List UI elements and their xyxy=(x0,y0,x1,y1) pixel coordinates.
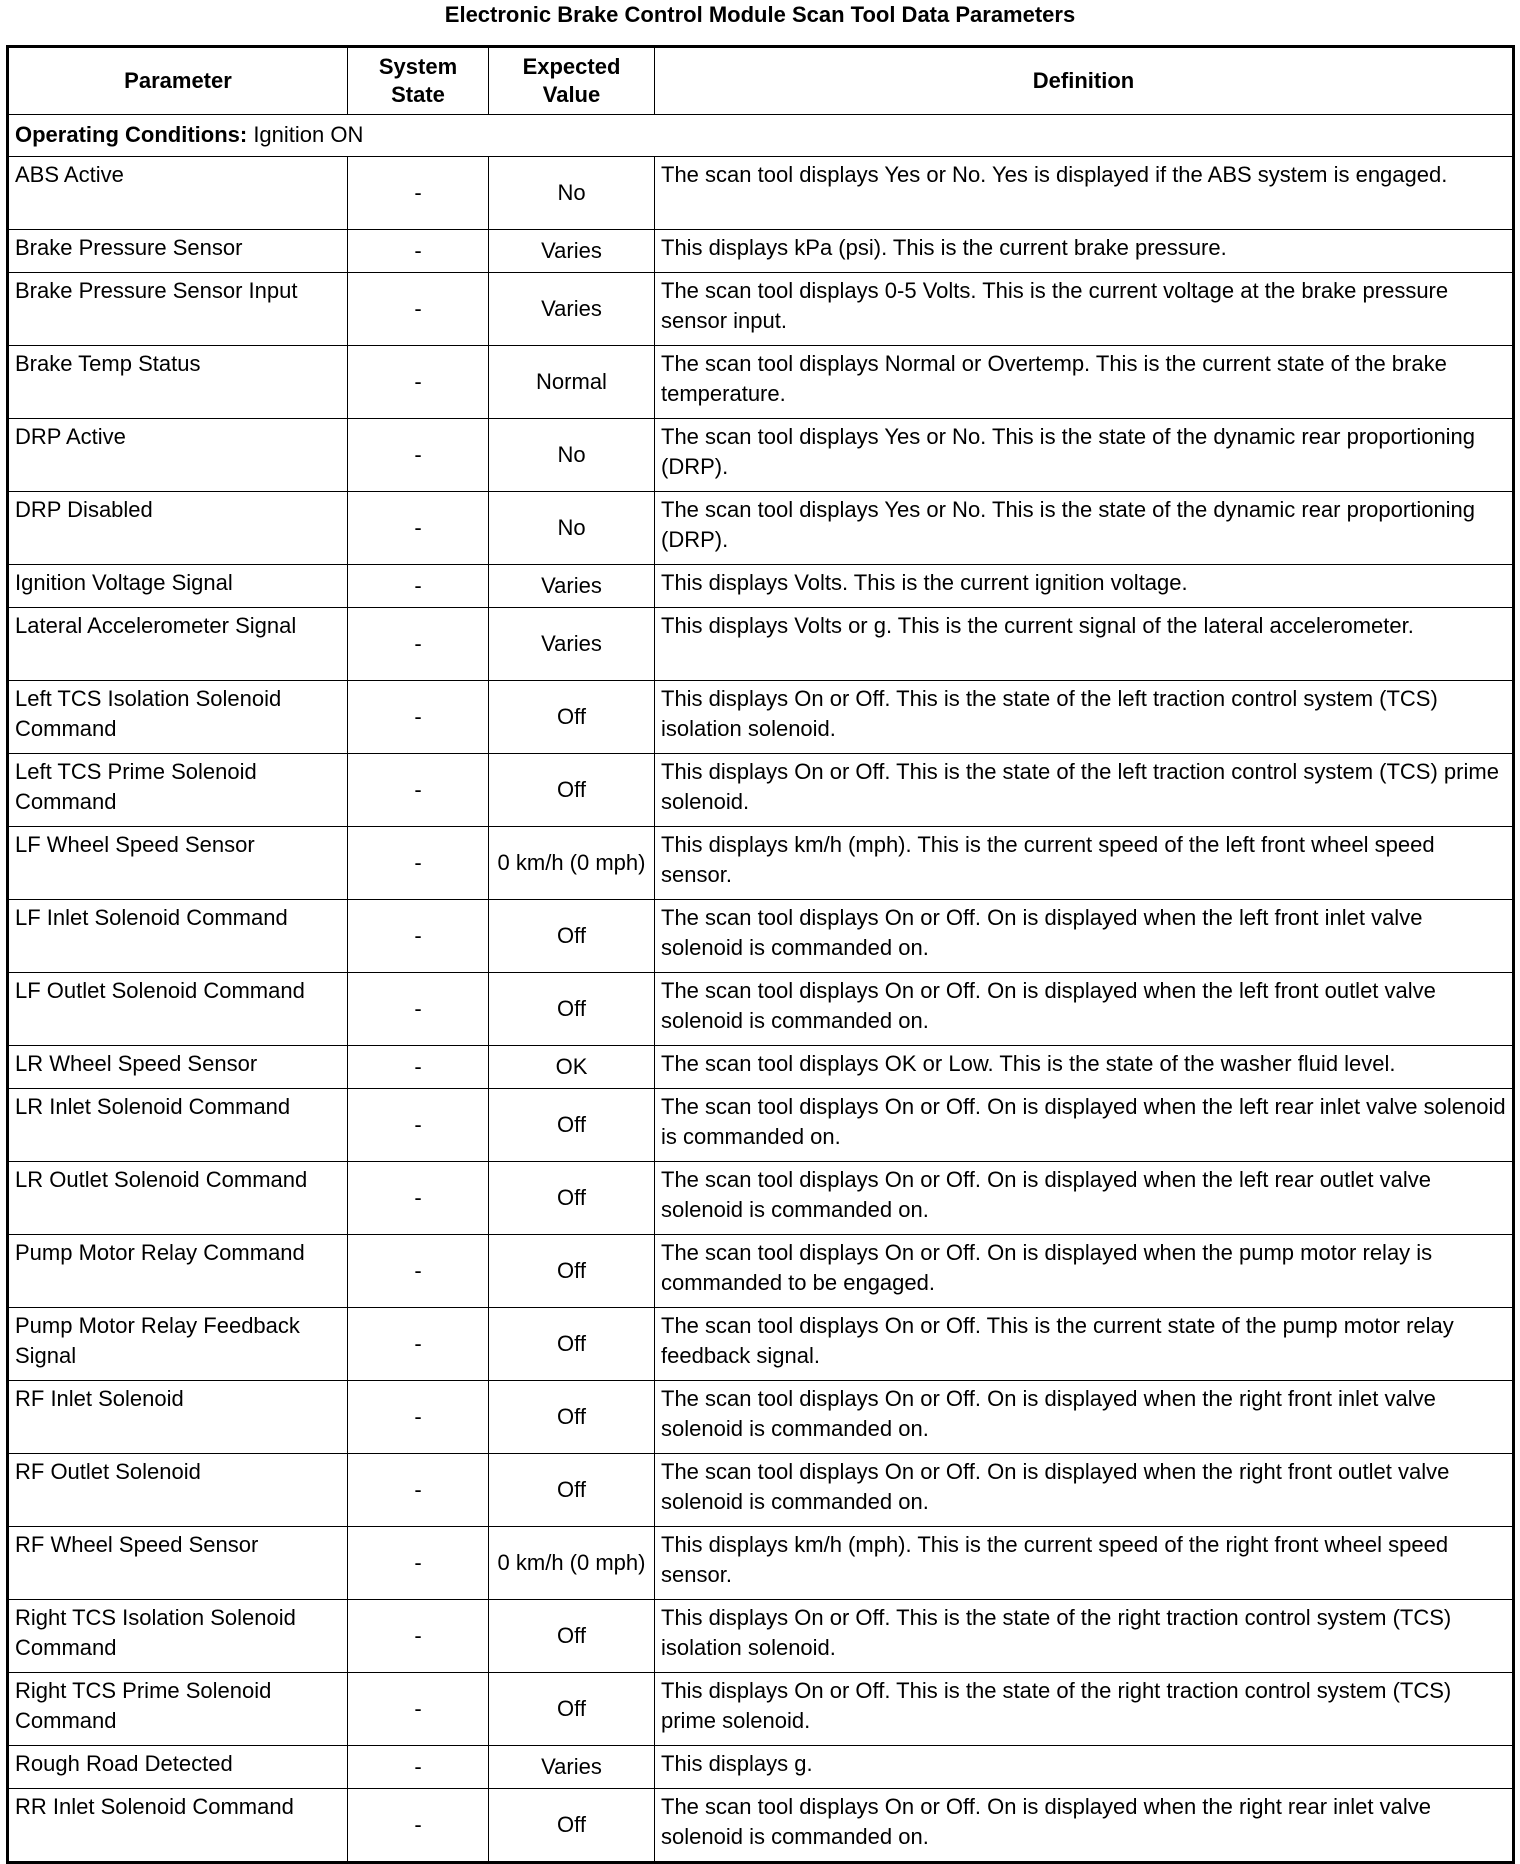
parameter-cell: Left TCS Isolation Solenoid Command xyxy=(8,681,348,754)
definition-cell: This displays On or Off. This is the state of the right traction control system (TCS) isolation solenoid. xyxy=(655,1600,1514,1673)
system-state-cell: - xyxy=(348,565,489,608)
definition-cell: This displays km/h (mph). This is the current speed of the right front wheel speed sensor. xyxy=(655,1527,1514,1600)
definition-cell: This displays Volts or g. This is the current signal of the lateral accelerometer. xyxy=(655,608,1514,681)
operating-conditions-label: Operating Conditions: xyxy=(15,122,248,147)
table-row xyxy=(8,1746,1514,1789)
table-row xyxy=(8,1162,1514,1235)
table-row xyxy=(8,1235,1514,1308)
table-row xyxy=(8,827,1514,900)
operating-conditions xyxy=(8,115,1514,157)
system-state-cell: - xyxy=(348,1308,489,1381)
parameter-cell: LF Outlet Solenoid Command xyxy=(8,973,348,1046)
table-row xyxy=(8,1308,1514,1381)
system-state-cell: - xyxy=(348,973,489,1046)
operating-conditions-row xyxy=(8,115,1514,157)
parameter-cell: DRP Active xyxy=(8,419,348,492)
system-state-cell: - xyxy=(348,1046,489,1089)
parameter-cell: Lateral Accelerometer Signal xyxy=(8,608,348,681)
header-definition: Definition xyxy=(655,47,1514,115)
parameter-cell: LR Inlet Solenoid Command xyxy=(8,1089,348,1162)
scan-tool-data-table xyxy=(6,45,1515,1864)
expected-value-cell: Off xyxy=(489,1308,655,1381)
parameter-cell: Pump Motor Relay Command xyxy=(8,1235,348,1308)
expected-value-cell: 0 km/h (0 mph) xyxy=(489,827,655,900)
system-state-cell: - xyxy=(348,1162,489,1235)
parameter-cell: RF Outlet Solenoid xyxy=(8,1454,348,1527)
table-row xyxy=(8,492,1514,565)
definition-cell: The scan tool displays On or Off. This is the current state of the pump motor relay feedback signal. xyxy=(655,1308,1514,1381)
definition-cell: The scan tool displays On or Off. On is displayed when the right front outlet valve solenoid is commanded on. xyxy=(655,1454,1514,1527)
table-row xyxy=(8,1527,1514,1600)
table-row xyxy=(8,1046,1514,1089)
system-state-cell: - xyxy=(348,1381,489,1454)
table-row xyxy=(8,973,1514,1046)
parameter-cell: RF Inlet Solenoid xyxy=(8,1381,348,1454)
table-row xyxy=(8,230,1514,273)
expected-value-cell: Off xyxy=(489,681,655,754)
parameter-cell: ABS Active xyxy=(8,157,348,230)
table-row xyxy=(8,1454,1514,1527)
expected-value-cell: Varies xyxy=(489,608,655,681)
parameter-cell: Brake Pressure Sensor xyxy=(8,230,348,273)
table-row xyxy=(8,346,1514,419)
system-state-cell: - xyxy=(348,1673,489,1746)
expected-value-cell: OK xyxy=(489,1046,655,1089)
table-row xyxy=(8,565,1514,608)
system-state-cell: - xyxy=(348,273,489,346)
expected-value-cell: Varies xyxy=(489,1746,655,1789)
system-state-cell: - xyxy=(348,230,489,273)
table-row xyxy=(8,900,1514,973)
expected-value-cell: No xyxy=(489,492,655,565)
expected-value-cell: Off xyxy=(489,900,655,973)
definition-cell: The scan tool displays On or Off. On is displayed when the pump motor relay is commanded to be engaged. xyxy=(655,1235,1514,1308)
parameter-cell: LF Wheel Speed Sensor xyxy=(8,827,348,900)
expected-value-cell: Off xyxy=(489,1600,655,1673)
system-state-cell: - xyxy=(348,608,489,681)
parameter-cell: Brake Temp Status xyxy=(8,346,348,419)
system-state-cell: - xyxy=(348,1600,489,1673)
expected-value-cell: 0 km/h (0 mph) xyxy=(489,1527,655,1600)
parameter-cell: RF Wheel Speed Sensor xyxy=(8,1527,348,1600)
system-state-cell: - xyxy=(348,419,489,492)
system-state-cell: - xyxy=(348,492,489,565)
header-parameter: Parameter xyxy=(8,47,348,115)
table-row xyxy=(8,1789,1514,1863)
table-row xyxy=(8,273,1514,346)
header-expected-value: Expected Value xyxy=(489,47,655,115)
system-state-cell: - xyxy=(348,1089,489,1162)
table-row xyxy=(8,419,1514,492)
expected-value-cell: Off xyxy=(489,1089,655,1162)
definition-cell: This displays Volts. This is the current ignition voltage. xyxy=(655,565,1514,608)
system-state-cell: - xyxy=(348,681,489,754)
definition-cell: This displays km/h (mph). This is the current speed of the left front wheel speed sensor. xyxy=(655,827,1514,900)
system-state-cell: - xyxy=(348,754,489,827)
table-row xyxy=(8,608,1514,681)
expected-value-cell: No xyxy=(489,419,655,492)
system-state-cell: - xyxy=(348,346,489,419)
page-title: Electronic Brake Control Module Scan Tool Data Parameters xyxy=(444,2,1076,27)
definition-cell: The scan tool displays On or Off. On is displayed when the left rear inlet valve solenoid is commanded on. xyxy=(655,1089,1514,1162)
table-row xyxy=(8,1673,1514,1746)
expected-value-cell: Varies xyxy=(489,230,655,273)
definition-cell: The scan tool displays Yes or No. This is the state of the dynamic rear proportioning (DRP). xyxy=(655,419,1514,492)
definition-cell: This displays On or Off. This is the state of the right traction control system (TCS) prime solenoid. xyxy=(655,1673,1514,1746)
table-row xyxy=(8,1089,1514,1162)
expected-value-cell: Off xyxy=(489,973,655,1046)
expected-value-cell: Normal xyxy=(489,346,655,419)
definition-cell: The scan tool displays On or Off. On is displayed when the right front inlet valve solenoid is commanded on. xyxy=(655,1381,1514,1454)
system-state-cell: - xyxy=(348,1235,489,1308)
definition-cell: This displays On or Off. This is the state of the left traction control system (TCS) prime solenoid. xyxy=(655,754,1514,827)
definition-cell: The scan tool displays Yes or No. Yes is displayed if the ABS system is engaged. xyxy=(655,157,1514,230)
parameter-cell: LR Outlet Solenoid Command xyxy=(8,1162,348,1235)
expected-value-cell: Off xyxy=(489,1454,655,1527)
parameter-cell: Pump Motor Relay Feedback Signal xyxy=(8,1308,348,1381)
expected-value-cell: Off xyxy=(489,1162,655,1235)
parameter-cell: LR Wheel Speed Sensor xyxy=(8,1046,348,1089)
parameter-cell: Ignition Voltage Signal xyxy=(8,565,348,608)
definition-cell: The scan tool displays 0-5 Volts. This is the current voltage at the brake pressure sensor input. xyxy=(655,273,1514,346)
parameter-cell: LF Inlet Solenoid Command xyxy=(8,900,348,973)
expected-value-cell: Off xyxy=(489,1235,655,1308)
parameter-cell: Right TCS Isolation Solenoid Command xyxy=(8,1600,348,1673)
system-state-cell: - xyxy=(348,900,489,973)
parameter-cell: DRP Disabled xyxy=(8,492,348,565)
expected-value-cell: Varies xyxy=(489,273,655,346)
header-row xyxy=(8,47,1514,115)
expected-value-cell: No xyxy=(489,157,655,230)
parameter-cell: Right TCS Prime Solenoid Command xyxy=(8,1673,348,1746)
system-state-cell: - xyxy=(348,1454,489,1527)
expected-value-cell: Off xyxy=(489,1789,655,1863)
system-state-cell: - xyxy=(348,827,489,900)
definition-cell: The scan tool displays Yes or No. This is the state of the dynamic rear proportioning (DRP). xyxy=(655,492,1514,565)
expected-value-cell: Varies xyxy=(489,565,655,608)
parameter-cell: Brake Pressure Sensor Input xyxy=(8,273,348,346)
definition-cell: This displays kPa (psi). This is the current brake pressure. xyxy=(655,230,1514,273)
definition-cell: The scan tool displays On or Off. On is displayed when the left front inlet valve solenoid is commanded on. xyxy=(655,900,1514,973)
definition-cell: The scan tool displays OK or Low. This is the state of the washer fluid level. xyxy=(655,1046,1514,1089)
expected-value-cell: Off xyxy=(489,1381,655,1454)
header-system-state: System State xyxy=(348,47,489,115)
table-row xyxy=(8,681,1514,754)
table-row xyxy=(8,1600,1514,1673)
table-row xyxy=(8,157,1514,230)
parameter-cell: RR Inlet Solenoid Command xyxy=(8,1789,348,1863)
system-state-cell: - xyxy=(348,1746,489,1789)
operating-conditions-value: Ignition ON xyxy=(247,122,364,147)
expected-value-cell: Off xyxy=(489,1673,655,1746)
definition-cell: This displays On or Off. This is the state of the left traction control system (TCS) isolation solenoid. xyxy=(655,681,1514,754)
system-state-cell: - xyxy=(348,1789,489,1863)
system-state-cell: - xyxy=(348,157,489,230)
expected-value-cell: Off xyxy=(489,754,655,827)
definition-cell: The scan tool displays On or Off. On is displayed when the left front outlet valve solenoid is commanded on. xyxy=(655,973,1514,1046)
definition-cell: The scan tool displays On or Off. On is displayed when the right rear inlet valve solenoid is commanded on. xyxy=(655,1789,1514,1863)
parameter-cell: Rough Road Detected xyxy=(8,1746,348,1789)
system-state-cell: - xyxy=(348,1527,489,1600)
parameter-cell: Left TCS Prime Solenoid Command xyxy=(8,754,348,827)
definition-cell: The scan tool displays On or Off. On is displayed when the left rear outlet valve solenoid is commanded on. xyxy=(655,1162,1514,1235)
definition-cell: The scan tool displays Normal or Overtemp. This is the current state of the brake temperature. xyxy=(655,346,1514,419)
definition-cell: This displays g. xyxy=(655,1746,1514,1789)
table-row xyxy=(8,754,1514,827)
table-row xyxy=(8,1381,1514,1454)
